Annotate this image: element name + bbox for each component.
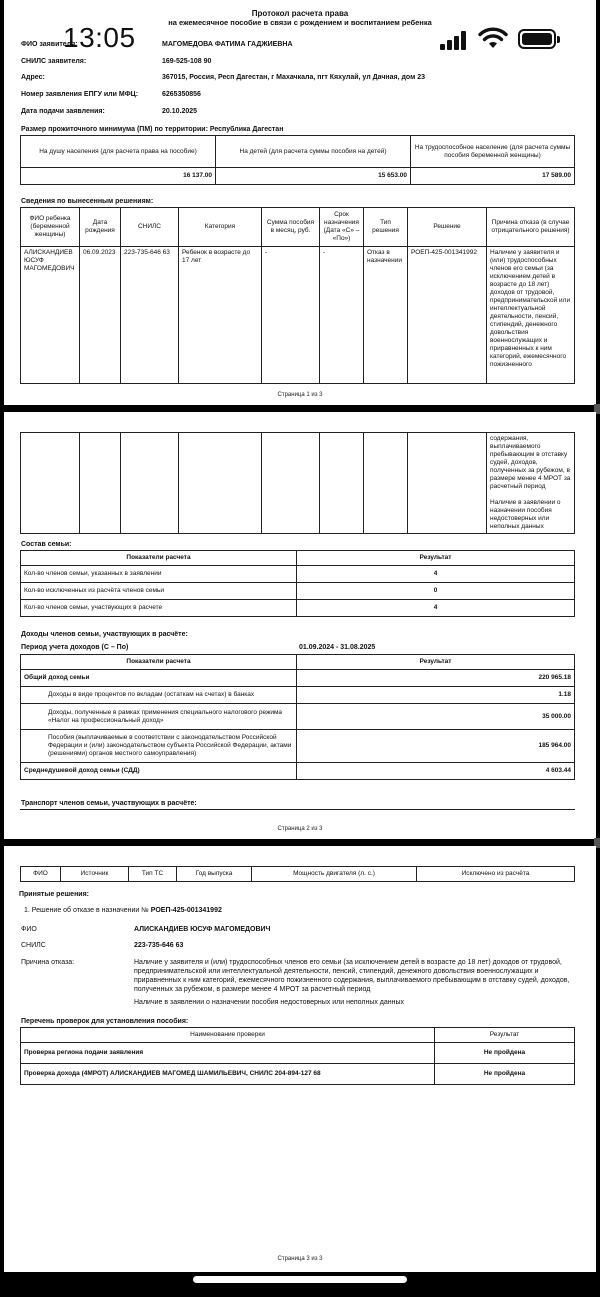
child-snils-label: СНИЛС — [21, 942, 46, 949]
status-bar — [0, 0, 600, 60]
dec-child-reason: Наличие у заявителя и (или) трудоспособных членов его семьи (за исключением детей в возрасте до 18 лет) доходов от трудовой, предпринимательской или интеллектуальной деятельности, пенсий, стипендий, денежного довольствия военнослужащих и приравненных к ним категорий, ежемесячного пожизненного — [487, 247, 575, 384]
pm-header-working: На трудоспособное население (для расчета суммы пособия беременной женщины) — [411, 136, 575, 168]
dec-header-sum: Сумма пособия в месяц, руб. — [262, 208, 320, 247]
avg-income-label: Среднедушевой доход семьи (СДД) — [21, 763, 297, 780]
cellular-signal-icon — [440, 30, 468, 50]
doc-title: Протокол расчета права — [251, 9, 349, 18]
transport-header-excluded: Исключено из расчёта — [417, 867, 575, 882]
pm-table — [20, 135, 575, 185]
check-name: Проверка региона подачи заявления — [21, 1043, 435, 1064]
refusal-reason-text-2: Наличие в заявлении о назначении пособия недостоверных или неполных данных — [134, 999, 405, 1006]
decisions-table — [20, 207, 575, 384]
avg-income-value: 4 603.44 — [297, 763, 575, 780]
income-row-value: 35 000.00 — [297, 704, 575, 730]
pm-heading: Размер прожиточного минимума (ПМ) по территории: Республика Дагестан — [21, 126, 284, 133]
document-page-3 — [4, 846, 596, 1272]
doc-subtitle: на ежемесячное пособие в связи с рождением и воспитанием ребенка — [168, 18, 432, 27]
dec-child-fio: АЛИСКАНДИЕВ ЮСУФ МАГОМЕДОВИЧ — [21, 247, 80, 384]
application-number-label: Номер заявления ЕПГУ или МФЦ: — [21, 91, 139, 98]
dec-child-sum: - — [262, 247, 320, 384]
reason-continued-part2: Наличие в заявлении о назначении пособия недостоверных или неполных данных — [490, 499, 561, 530]
application-number-value: 6265350856 — [162, 91, 201, 98]
family-table — [20, 550, 575, 617]
refusal-reason-label: Причина отказа: — [21, 959, 75, 966]
dec-child-birth: 06.09.2023 — [80, 247, 121, 384]
family-row-label: Кол-во членов семьи, указанных в заявлении — [21, 566, 297, 583]
applicant-fio-label: ФИО заявителя: — [21, 41, 78, 48]
child-snils-value: 223-735-646 63 — [134, 942, 184, 949]
reason-continued-part1: содержания, выплачиваемого пребывающим в отставку судей, доходов, полученных за рубежом, в размере менее 4 МРОТ за расчетный период — [490, 435, 571, 490]
checks-heading: Перечень проверок для установления пособия: — [21, 1018, 189, 1025]
pm-value-per-capita: 16 137.00 — [21, 168, 216, 185]
dec-header-type: Тип решения — [364, 208, 408, 247]
income-header-indicator: Показатели расчета — [21, 655, 297, 670]
family-row-value: 4 — [297, 566, 575, 583]
transport-header-fio: ФИО — [21, 867, 61, 882]
dec-child-type: Отказ в назначении — [364, 247, 408, 384]
income-table — [20, 654, 575, 780]
checks-header-result: Результат — [435, 1028, 575, 1043]
check-name: Проверка дохода (4МРОТ) АЛИСКАНДИЕВ МАГОМЕД ШАМИЛЬЕВИЧ, СНИЛС 204-894-127 68 — [21, 1064, 435, 1085]
family-heading: Состав семьи: — [21, 541, 72, 548]
income-period-label: Период учета доходов (С – По) — [21, 644, 129, 651]
income-total-label: Общий доход семьи — [21, 670, 297, 687]
document-page-1 — [4, 0, 596, 405]
checks-table — [20, 1027, 575, 1085]
income-row-label: Доходы в виде процентов по вкладам (остаткам на счетах) в банках — [21, 687, 297, 704]
decision-line — [24, 906, 222, 915]
address-label: Адрес: — [21, 74, 45, 81]
child-fio-label: ФИО — [21, 926, 37, 933]
decisions-table-continued — [20, 432, 575, 534]
document-page-2 — [4, 412, 596, 839]
pm-value-children: 15 653.00 — [216, 168, 411, 185]
income-row-label: Доходы, полученные в рамках применения специального налогового режима «Налог на профессиональный доход» — [21, 704, 297, 730]
income-period-value: 01.09.2024 - 31.08.2025 — [299, 644, 376, 651]
page-3-footer: Страница 3 из 3 — [277, 1256, 323, 1262]
income-row-value: 1.18 — [297, 687, 575, 704]
dec-header-reason: Причина отказа (в случае отрицательного решения) — [487, 208, 575, 247]
page-2-footer: Страница 2 из 3 — [277, 826, 323, 832]
dec-child-snils: 223-735-646 63 — [121, 247, 179, 384]
check-result: Не пройдена — [435, 1043, 575, 1064]
income-header-result: Результат — [297, 655, 575, 670]
dec-header-decision: Решение — [408, 208, 487, 247]
family-row-value: 0 — [297, 583, 575, 600]
family-row-label: Кол-во исключенных из расчёта членов семьи — [21, 583, 297, 600]
pm-header-per-capita: На душу населения (для расчета права на пособие) — [21, 136, 216, 168]
family-row-label: Кол-во членов семьи, участвующих в расчете — [21, 600, 297, 617]
dec-child-reason-continued — [487, 433, 575, 534]
family-header-indicator: Показатели расчета — [21, 551, 297, 566]
application-date-label: Дата подачи заявления: — [21, 108, 105, 115]
wifi-icon — [478, 27, 508, 49]
transport-header-type: Тип ТС — [129, 867, 177, 882]
family-row-value: 4 — [297, 600, 575, 617]
transport-header-year: Год выпуска — [177, 867, 252, 882]
income-row-label: Пособия (выплачиваемые в соответствии с законодательством Российской Федерации и (или) законодательством субъекта Российской Федерации, актами (решениями) органов местного самоуправления) — [21, 730, 297, 763]
transport-header-source: Источник — [61, 867, 129, 882]
transport-heading: Транспорт членов семьи, участвующих в расчёте: — [21, 800, 197, 807]
divider — [20, 809, 575, 810]
child-fio-value: АЛИСКАНДИЕВ ЮСУФ МАГОМЕДОВИЧ — [134, 926, 271, 933]
applicant-snils-value: 169-525-108 90 — [162, 58, 212, 65]
battery-icon — [518, 29, 556, 49]
address-value: 367015, Россия, Респ Дагестан, г Махачкала, пгт Кяхулай, ул Дачная, дом 23 — [162, 74, 426, 81]
home-indicator[interactable] — [193, 1276, 407, 1283]
dec-child-category: Ребенок в возрасте до 17 лет — [179, 247, 262, 384]
accepted-decisions-heading: Принятые решения: — [19, 891, 90, 898]
page-1-footer: Страница 1 из 3 — [277, 392, 323, 398]
applicant-snils-label: СНИЛС заявителя: — [21, 58, 87, 65]
pm-header-children: На детей (для расчета суммы пособия на детей) — [216, 136, 411, 168]
dec-header-birth: Дата рождения — [80, 208, 121, 247]
status-time: 13:05 — [63, 22, 136, 53]
pm-value-working: 17 589.00 — [411, 168, 575, 185]
dec-header-term: Срок назначения (Дата «С» – «По») — [320, 208, 364, 247]
income-total-value: 220 965.18 — [297, 670, 575, 687]
decisions-heading: Сведения по вынесенным решениям: — [21, 198, 154, 205]
dec-header-fio: ФИО ребенка (беременной женщины) — [21, 208, 80, 247]
dec-header-snils: СНИЛС — [121, 208, 179, 247]
family-header-result: Результат — [297, 551, 575, 566]
income-heading: Доходы членов семьи, участвующих в расчёте: — [21, 631, 188, 638]
applicant-fio-value: МАГОМЕДОВА ФАТИМА ГАДЖИЕВНА — [162, 41, 293, 48]
refusal-reason-text: Наличие у заявителя и (или) трудоспособных членов его семьи (за исключением детей в возрасте до 18 лет) доходов от трудовой, предпринимательской или интеллектуальной деятельности, пенсий, стипендий, денежного довольствия военнослужащих и приравненных к ним категорий, ежемесячного пожизненного содержания, выплачиваемого пребывающим в отставку судей, доходов, полученных за рубежом, в размере менее 4 МРОТ за расчетный период — [134, 959, 570, 993]
income-row-value: 185 964.00 — [297, 730, 575, 763]
dec-child-term: - — [320, 247, 364, 384]
decision-prefix: 1. Решение об отказе в назначении № — [24, 907, 149, 914]
dec-header-category: Категория — [179, 208, 262, 247]
check-result: Не пройдена — [435, 1064, 575, 1085]
transport-table — [20, 866, 575, 882]
application-date-value: 20.10.2025 — [162, 108, 198, 115]
dec-child-decision: РОЕП-425-001341992 — [408, 247, 487, 384]
decision-number: РОЕП-425-001341992 — [150, 907, 222, 914]
transport-header-power: Мощность двигателя (л. с.) — [252, 867, 417, 882]
checks-header-name: Наименование проверки — [21, 1028, 435, 1043]
